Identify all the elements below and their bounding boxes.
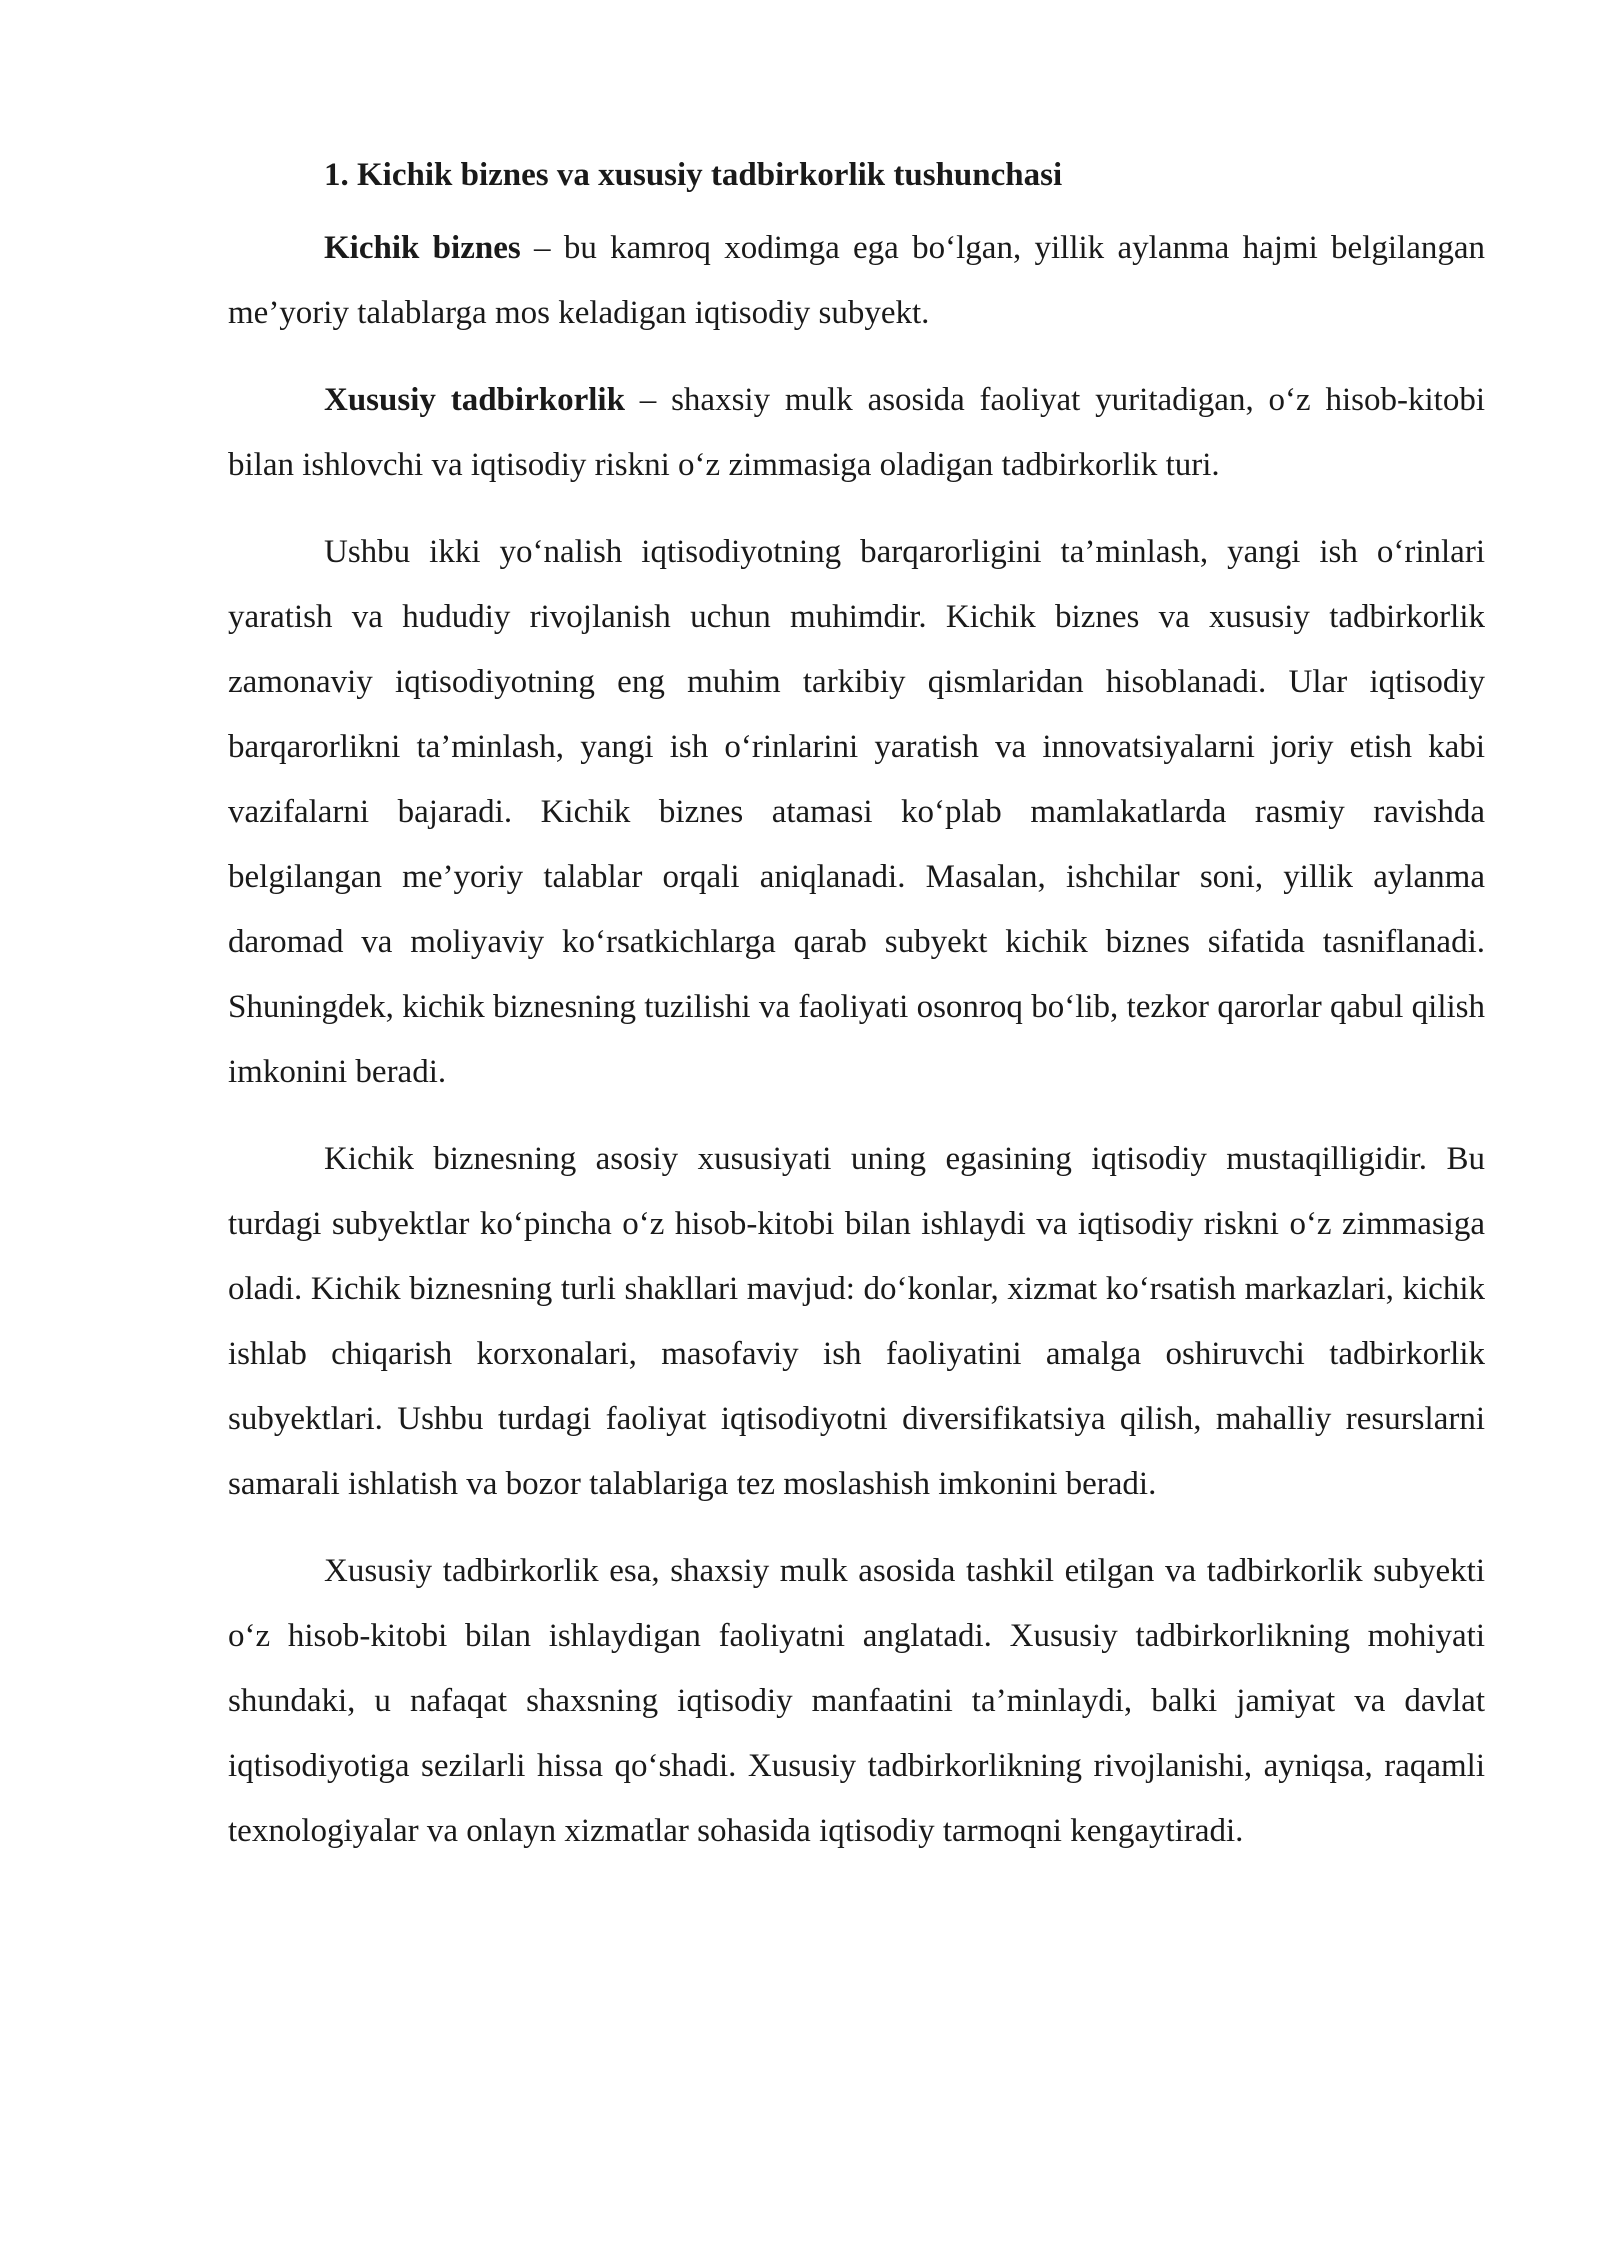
body-paragraph: Ushbu ikki yo‘nalish iqtisodiyotning barqarorligini ta’minlash, yangi ish o‘rinlari yaratish va hududiy rivojlanish uchun muhimdir. Kichik biznes va xususiy tadbirkorlik zamonaviy iqtisodiyotning eng muhim tarkibiy qismlaridan hisoblanadi. Ular iqtisodiy barqarorlikni ta’minlash, yangi ish o‘rinlarini yaratish va innovatsiyalarni joriy etish kabi vazifalarni bajaradi. Kichik biznes atamasi ko‘plab mamlakatlarda rasmiy ravishda belgilangan me’yoriy talablar orqali aniqlanadi. Masalan, ishchilar soni, yillik aylanma daromad va moliyaviy ko‘rsatkichlarga qarab subyekt kichik biznes sifatida tasniflanadi. Shuningdek, kichik biznesning tuzilishi va faoliyati osonroq bo‘lib, tezkor qarorlar qabul qilish imkonini beradi. <box>228 534 1485 1090</box>
document-page <box>228 150 1485 1886</box>
section-heading: 1. Kichik biznes va xususiy tadbirkorlik tushunchasi <box>324 157 1063 193</box>
definition-small-business <box>228 216 1485 346</box>
body-paragraph: Kichik biznesning asosiy xususiyati uning egasining iqtisodiy mustaqilligidir. Bu turdagi subyektlar ko‘pincha o‘z hisob-kitobi bilan ishlaydi va iqtisodiy riskni o‘z zimmasiga oladi. Kichik biznesning turli shakllari mavjud: do‘konlar, xizmat ko‘rsatish markazlari, kichik ishlab chiqarish korxonalari, masofaviy ish faoliyatini amalga oshiruvchi tadbirkorlik subyektlari. Ushbu turdagi faoliyat iqtisodiyotni diversifikatsiya qilish, mahalliy resurslarni samarali ishlatish va bozor talablariga tez moslashish imkonini beradi. <box>228 1141 1485 1502</box>
definition-term: Xususiy tadbirkorlik <box>324 382 625 418</box>
definition-term: Kichik biznes <box>324 230 521 266</box>
body-paragraph: Xususiy tadbirkorlik esa, shaxsiy mulk asosida tashkil etilgan va tadbirkorlik subyekti o‘z hisob-kitobi bilan ishlaydigan faoliyatni anglatadi. Xususiy tadbirkorlikning mohiyati shundaki, u nafaqat shaxsning iqtisodiy manfaatini ta’minlaydi, balki jamiyat va davlat iqtisodiyotiga sezilarli hissa qo‘shadi. Xususiy tadbirkorlikning rivojlanishi, ayniqsa, raqamli texnologiyalar va onlayn xizmatlar sohasida iqtisodiy tarmoqni kengaytiradi. <box>228 1553 1485 1849</box>
definition-private-entrepreneurship <box>228 368 1485 498</box>
definition-text: – shaxsiy mulk asosida faoliyat yuritadigan, o‘z hisob-kitobi bilan ishlovchi va iqtisodiy riskni o‘z zimmasiga oladigan tadbirkorlik turi. <box>228 382 1485 483</box>
definition-text: – bu kamroq xodimga ega bo‘lgan, yillik aylanma hajmi belgilangan me’yoriy talablarga mos keladigan iqtisodiy subyekt. <box>228 230 1485 331</box>
